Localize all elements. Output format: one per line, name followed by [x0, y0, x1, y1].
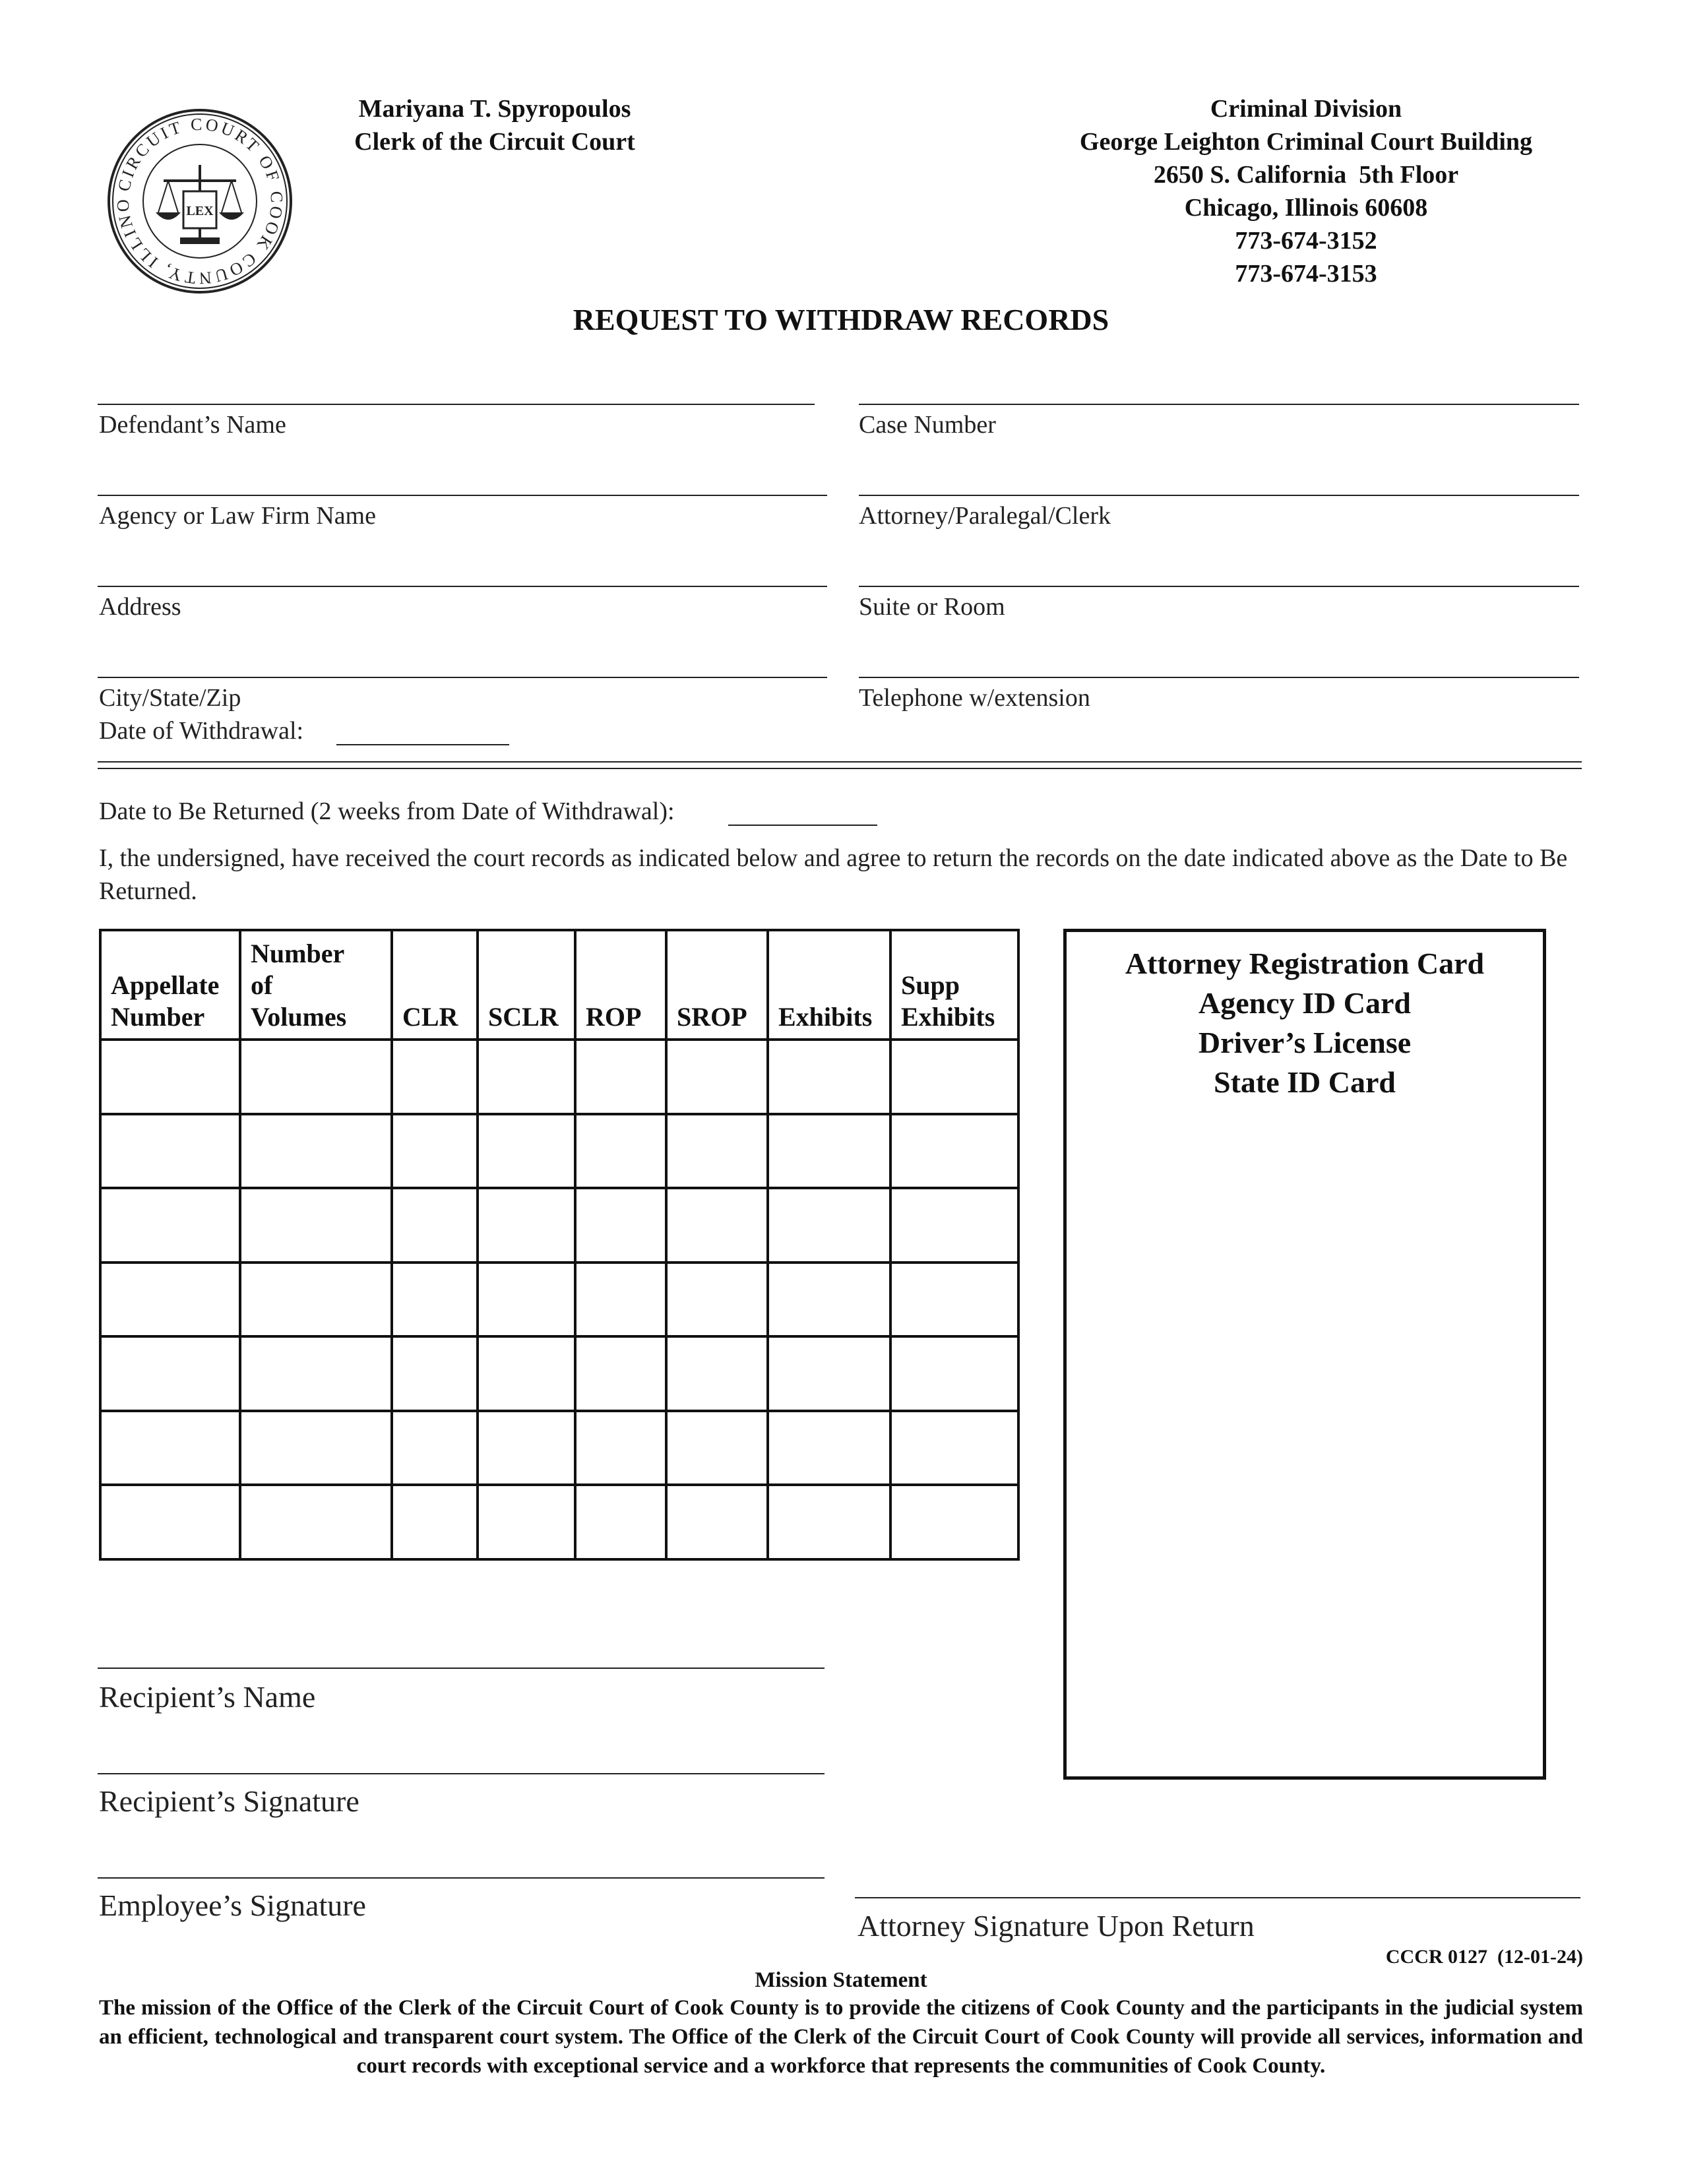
city-state-zip-label: City/State/Zip: [99, 684, 241, 712]
table-cell[interactable]: [575, 1188, 666, 1263]
table-cell[interactable]: [392, 1336, 478, 1411]
table-cell[interactable]: [890, 1336, 1018, 1411]
division-street: 2650 S. California 5th Floor: [1153, 161, 1459, 189]
col-supp-exhibits: Supp Exhibits: [890, 930, 1018, 1040]
table-row: [100, 1411, 1018, 1485]
recipient-signature-label: Recipient’s Signature: [99, 1784, 359, 1818]
col-number-of-volumes: Number of Volumes: [240, 930, 392, 1040]
table-cell[interactable]: [478, 1114, 575, 1189]
table-row: [100, 1263, 1018, 1337]
division-phone-2: 773-674-3153: [1235, 260, 1377, 288]
table-row: [100, 1114, 1018, 1189]
table-cell[interactable]: [768, 1485, 890, 1559]
mission-title: Mission Statement: [755, 1968, 927, 1992]
table-cell[interactable]: [100, 1336, 240, 1411]
division-phone-1: 773-674-3152: [1235, 227, 1377, 255]
table-cell[interactable]: [240, 1040, 392, 1114]
table-cell[interactable]: [768, 1114, 890, 1189]
records-table: [99, 929, 1020, 1561]
table-cell[interactable]: [890, 1188, 1018, 1263]
seal-graphic: [106, 107, 294, 296]
table-cell[interactable]: [478, 1411, 575, 1485]
table-cell[interactable]: [240, 1411, 392, 1485]
division-name: Criminal Division: [1210, 95, 1402, 123]
table-row: [100, 1040, 1018, 1114]
employee-signature-line[interactable]: [98, 1877, 825, 1879]
col-clr: CLR: [392, 930, 478, 1040]
table-cell[interactable]: [478, 1040, 575, 1114]
table-cell[interactable]: [890, 1114, 1018, 1189]
table-cell[interactable]: [768, 1188, 890, 1263]
table-cell[interactable]: [392, 1188, 478, 1263]
attorney-return-label: Attorney Signature Upon Return: [857, 1909, 1255, 1943]
agreement-text: I, the undersigned, have received the court records as indicated below and agree to return the records on the date indicated above as the Date to Be Returned.: [99, 844, 1568, 905]
col-appellate-number: Appellate Number: [100, 930, 240, 1040]
suite-line[interactable]: [859, 586, 1579, 587]
clerk-title: Clerk of the Circuit Court: [354, 128, 635, 156]
table-cell[interactable]: [666, 1114, 768, 1189]
table-cell[interactable]: [890, 1411, 1018, 1485]
table-row: [100, 1336, 1018, 1411]
table-cell[interactable]: [392, 1114, 478, 1189]
table-cell[interactable]: [768, 1411, 890, 1485]
city-state-zip-line[interactable]: [98, 677, 827, 678]
clerk-name: Mariyana T. Spyropoulos: [358, 95, 631, 123]
table-cell[interactable]: [240, 1336, 392, 1411]
division-building: George Leighton Criminal Court Building: [1079, 128, 1533, 156]
table-cell[interactable]: [100, 1411, 240, 1485]
table-cell[interactable]: [768, 1263, 890, 1337]
id-drivers-license: Driver’s License: [1198, 1026, 1412, 1059]
defendant-name-label: Defendant’s Name: [99, 411, 286, 439]
table-cell[interactable]: [100, 1263, 240, 1337]
defendant-name-line[interactable]: [98, 404, 815, 405]
table-cell[interactable]: [666, 1040, 768, 1114]
telephone-label: Telephone w/extension: [859, 684, 1090, 712]
col-exhibits: Exhibits: [768, 930, 890, 1040]
table-cell[interactable]: [392, 1411, 478, 1485]
table-row: [100, 1485, 1018, 1559]
table-cell[interactable]: [575, 1336, 666, 1411]
table-cell[interactable]: [392, 1040, 478, 1114]
division-city: Chicago, Illinois 60608: [1184, 194, 1428, 222]
col-sclr: SCLR: [478, 930, 575, 1040]
id-state-card: State ID Card: [1214, 1065, 1396, 1099]
court-seal: [106, 107, 294, 296]
table-cell[interactable]: [240, 1114, 392, 1189]
table-cell[interactable]: [575, 1263, 666, 1337]
double-rule-top: [98, 761, 1582, 763]
table-cell[interactable]: [890, 1263, 1018, 1337]
recipient-signature-line[interactable]: [98, 1773, 825, 1774]
table-cell[interactable]: [575, 1040, 666, 1114]
case-number-label: Case Number: [859, 411, 996, 439]
svg-text:LEX: LEX: [186, 204, 214, 218]
address-label: Address: [99, 593, 181, 621]
svg-text:CIRCUIT COURT OF COOK COUNTY,: CIRCUIT COURT OF COOK COUNTY, ILLINO: [113, 114, 287, 288]
attorney-line[interactable]: [859, 495, 1579, 496]
table-cell[interactable]: [240, 1188, 392, 1263]
return-date-label: Date to Be Returned (2 weeks from Date of Withdrawal):: [99, 797, 675, 825]
table-cell[interactable]: [100, 1485, 240, 1559]
table-cell[interactable]: [666, 1485, 768, 1559]
table-cell[interactable]: [768, 1040, 890, 1114]
table-cell[interactable]: [666, 1188, 768, 1263]
id-agency-card: Agency ID Card: [1199, 986, 1411, 1020]
table-cell[interactable]: [768, 1336, 890, 1411]
recipient-name-line[interactable]: [98, 1668, 825, 1669]
agency-label: Agency or Law Firm Name: [99, 502, 376, 530]
id-attorney-registration: Attorney Registration Card: [1125, 947, 1485, 980]
table-cell[interactable]: [575, 1485, 666, 1559]
table-cell[interactable]: [392, 1263, 478, 1337]
attorney-label: Attorney/Paralegal/Clerk: [859, 502, 1111, 530]
division-header: [1016, 92, 1596, 290]
table-cell[interactable]: [666, 1336, 768, 1411]
date-withdrawal-label: Date of Withdrawal:: [99, 717, 304, 745]
table-header-row: [100, 930, 1018, 1040]
agency-line[interactable]: [98, 495, 827, 496]
table-cell[interactable]: [100, 1114, 240, 1189]
table-cell[interactable]: [100, 1188, 240, 1263]
table-cell[interactable]: [478, 1336, 575, 1411]
table-cell[interactable]: [890, 1485, 1018, 1559]
suite-label: Suite or Room: [859, 593, 1005, 621]
table-cell[interactable]: [240, 1485, 392, 1559]
attorney-return-line[interactable]: [855, 1897, 1580, 1898]
table-cell[interactable]: [478, 1263, 575, 1337]
col-rop: ROP: [575, 930, 666, 1040]
clerk-header: [284, 92, 706, 158]
table-cell[interactable]: [240, 1263, 392, 1337]
employee-signature-label: Employee’s Signature: [99, 1888, 366, 1922]
mission-text: The mission of the Office of the Clerk of the Circuit Court of Cook County is to provide the citizens of Cook County and the participants in the judicial system an efficient, technological and transparent court system. The Office of the Clerk of the Circuit Court of Cook County will provide all services, information and court records with exceptional service and a workforce that represents the communities of Cook County.: [99, 1996, 1583, 2078]
address-line[interactable]: [98, 586, 827, 587]
date-withdrawal-line[interactable]: [336, 744, 509, 745]
table-cell[interactable]: [392, 1485, 478, 1559]
table-cell[interactable]: [100, 1040, 240, 1114]
return-date-line[interactable]: [728, 825, 877, 826]
case-number-line[interactable]: [859, 404, 1579, 405]
table-cell[interactable]: [666, 1411, 768, 1485]
table-cell[interactable]: [478, 1485, 575, 1559]
table-cell[interactable]: [575, 1411, 666, 1485]
table-cell[interactable]: [890, 1040, 1018, 1114]
recipient-name-label: Recipient’s Name: [99, 1680, 316, 1714]
form-title: REQUEST TO WITHDRAW RECORDS: [573, 303, 1109, 336]
id-card-box: [1063, 929, 1546, 1780]
table-cell[interactable]: [478, 1188, 575, 1263]
table-cell[interactable]: [575, 1114, 666, 1189]
table-cell[interactable]: [666, 1263, 768, 1337]
double-rule-bottom: [98, 768, 1582, 769]
col-srop: SROP: [666, 930, 768, 1040]
telephone-line[interactable]: [859, 677, 1579, 678]
table-row: [100, 1188, 1018, 1263]
form-code: CCCR 0127 (12-01-24): [1385, 1946, 1583, 1968]
